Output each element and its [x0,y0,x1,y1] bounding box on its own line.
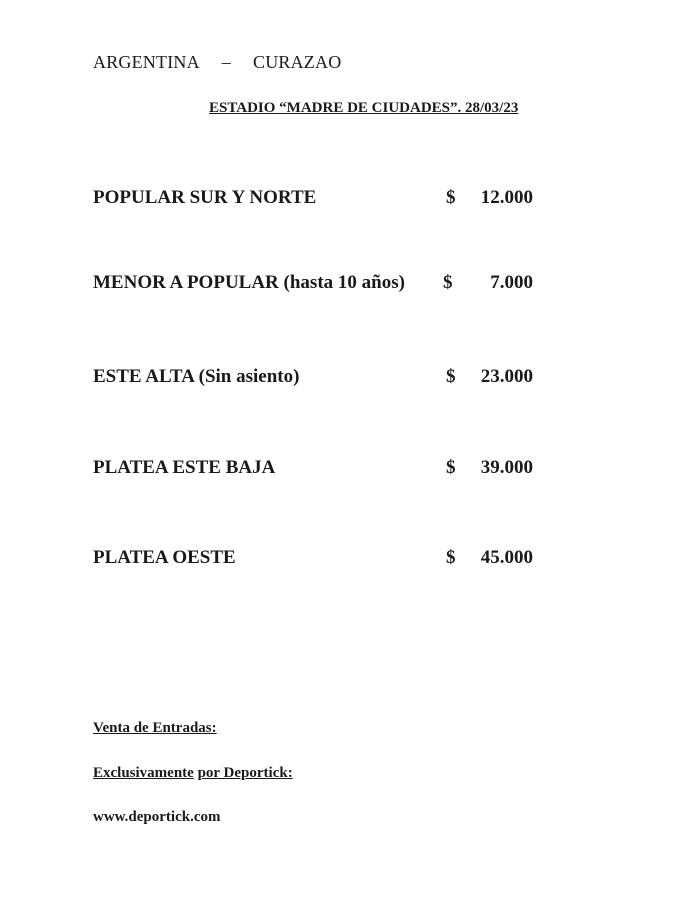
exclusive-by: por Deportick: [197,765,293,781]
match-separator: – [221,52,231,72]
match-title [93,52,341,73]
venue-date-line: ESTADIO “MADRE DE CIUDADES”. 28/03/23 [209,100,519,116]
price-category: ESTE ALTA (Sin asiento) [93,366,300,387]
price-currency: $ [446,366,456,387]
price-row-platea-este-baja [93,457,553,483]
price-amount: 12.000 [480,187,533,208]
price-category: POPULAR SUR Y NORTE [93,187,317,208]
price-row-este-alta [93,366,553,392]
sales-heading: Venta de Entradas: [93,720,217,736]
price-category: MENOR A POPULAR (hasta 10 años) [93,272,405,293]
price-row-menor [93,272,553,298]
price-amount: 23.000 [480,366,533,387]
price-amount: 45.000 [480,547,533,568]
price-row-platea-oeste [93,547,553,573]
price-amount: 7.000 [490,272,533,293]
price-amount: 39.000 [480,457,533,478]
price-category: PLATEA ESTE BAJA [93,457,276,478]
price-currency: $ [443,272,453,293]
price-currency: $ [446,547,456,568]
price-currency: $ [446,457,456,478]
price-category: PLATEA OESTE [93,547,236,568]
away-team: CURAZAO [253,52,342,72]
website-link[interactable]: www.deportick.com [93,809,221,825]
exclusive-word: Exclusivamente [93,765,194,781]
exclusive-seller-line [93,765,293,782]
price-row-popular [93,187,553,213]
price-currency: $ [446,187,456,208]
home-team: ARGENTINA [93,52,200,72]
